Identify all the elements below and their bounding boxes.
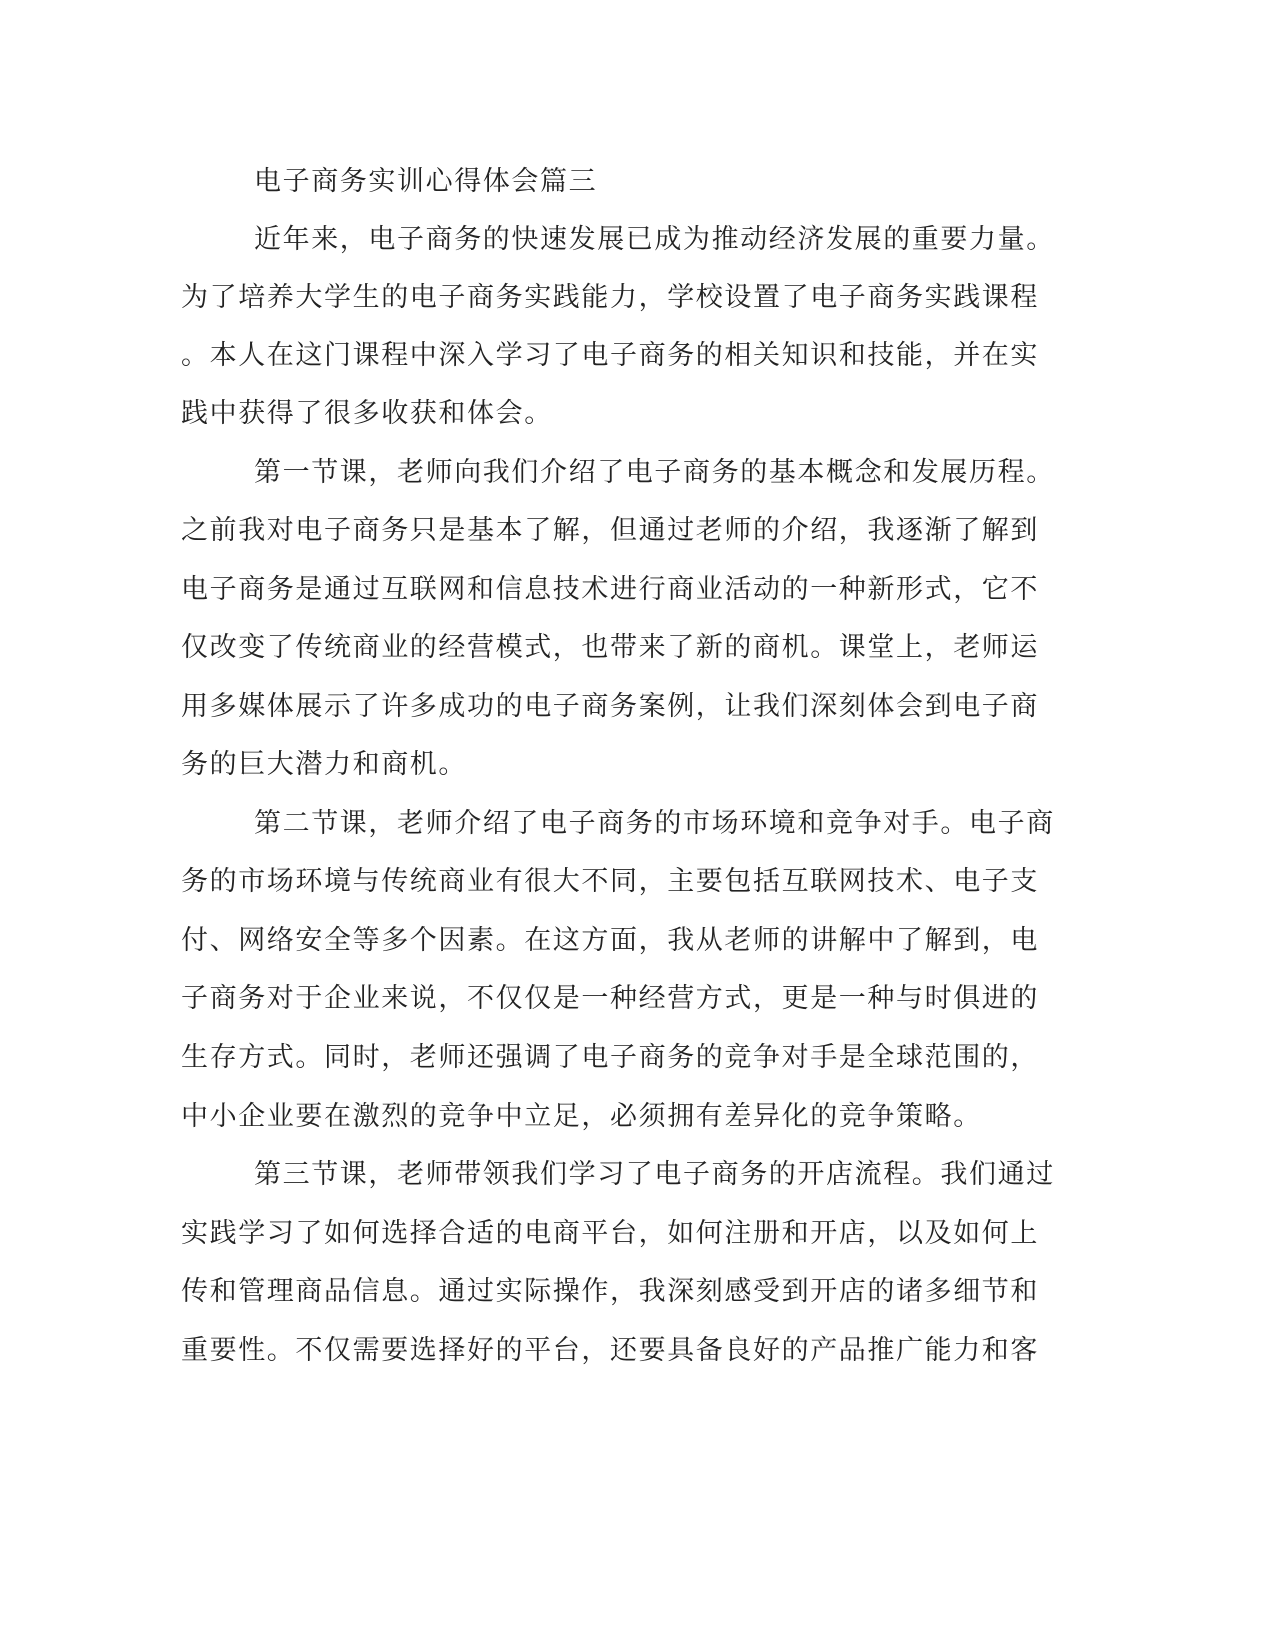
paragraph-line: 近年来，电子商务的快速发展已成为推动经济发展的重要力量。 <box>254 224 1055 255</box>
paragraph-line: 重要性。不仅需要选择好的平台，还要具备良好的产品推广能力和客 <box>181 1335 1039 1366</box>
document-title: 电子商务实训心得体会篇三 <box>254 166 598 197</box>
paragraph-line: 第一节课，老师向我们介绍了电子商务的基本概念和发展历程。 <box>254 457 1055 488</box>
paragraph-line: 生存方式。同时，老师还强调了电子商务的竞争对手是全球范围的， <box>181 1042 1039 1073</box>
paragraph-line: 之前我对电子商务只是基本了解，但通过老师的介绍，我逐渐了解到 <box>181 515 1039 546</box>
paragraph-line: 子商务对于企业来说，不仅仅是一种经营方式，更是一种与时俱进的 <box>181 983 1039 1014</box>
paragraph-line: 用多媒体展示了许多成功的电子商务案例，让我们深刻体会到电子商 <box>181 691 1039 722</box>
paragraph-line: 传和管理商品信息。通过实际操作，我深刻感受到开店的诸多细节和 <box>181 1276 1039 1307</box>
paragraph-line: 第二节课，老师介绍了电子商务的市场环境和竞争对手。电子商 <box>254 808 1055 839</box>
paragraph-line: 。本人在这门课程中深入学习了电子商务的相关知识和技能，并在实 <box>181 340 1039 371</box>
paragraph-line: 中小企业要在激烈的竞争中立足，必须拥有差异化的竞争策略。 <box>181 1101 982 1132</box>
paragraph-line: 付、网络安全等多个因素。在这方面，我从老师的讲解中了解到，电 <box>181 925 1039 956</box>
paragraph-line: 务的市场环境与传统商业有很大不同，主要包括互联网技术、电子支 <box>181 866 1039 897</box>
paragraph-line: 践中获得了很多收获和体会。 <box>181 398 553 429</box>
paragraph-line: 为了培养大学生的电子商务实践能力，学校设置了电子商务实践课程 <box>181 282 1039 313</box>
paragraph-line: 仅改变了传统商业的经营模式，也带来了新的商机。课堂上，老师运 <box>181 632 1039 663</box>
paragraph-line: 电子商务是通过互联网和信息技术进行商业活动的一种新形式，它不 <box>181 574 1039 605</box>
paragraph-line: 实践学习了如何选择合适的电商平台，如何注册和开店，以及如何上 <box>181 1218 1039 1249</box>
paragraph-line: 务的巨大潜力和商机。 <box>181 749 467 780</box>
paragraph-line: 第三节课，老师带领我们学习了电子商务的开店流程。我们通过 <box>254 1159 1055 1190</box>
